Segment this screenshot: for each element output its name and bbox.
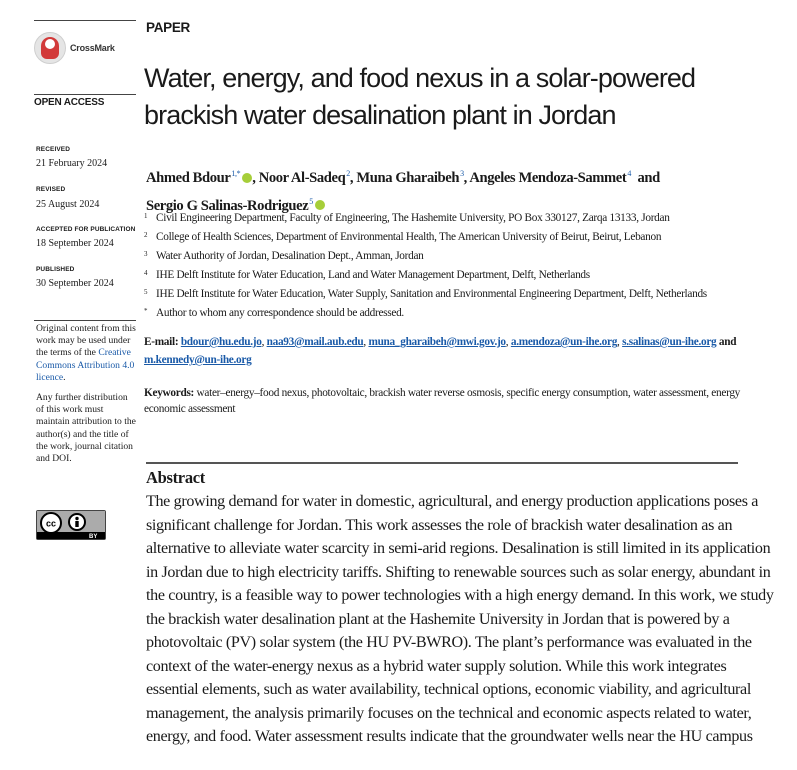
email-link[interactable]: a.mendoza@un-ihe.org — [510, 336, 618, 348]
crossmark-icon — [34, 32, 66, 64]
author-name: Angeles Mendoza-Sammet — [469, 169, 627, 186]
top-rule — [34, 20, 136, 21]
paper-title: Water, energy, and food nexus in a solar-powered brackish water desalination plant in Jordan — [144, 63, 696, 130]
email-link[interactable]: bdour@hu.edu.jo — [180, 336, 262, 348]
affiliation-item: 1 Civil Engineering Department, Faculty of Engineering, The Hashemite University, PO Box 330127, Zarqa 13133, Jordan — [144, 212, 670, 224]
correspondence-note: * Author to whom any correspondence should be addressed. — [144, 307, 404, 319]
cc-text: cc — [45, 518, 57, 529]
email-conjunction: and — [718, 336, 737, 348]
keywords-label: Keywords: — [144, 387, 195, 399]
accepted-date: 18 September 2024 — [36, 238, 114, 249]
email-link[interactable]: m.kennedy@un-ihe.org — [144, 354, 252, 366]
abstract-body: The growing demand for water in domestic, agricultural, and energy production applications poses a significant challenge for Jordan. This work assesses the role of brackish water desalination as an alternative to alleviate water scarcity in semi-arid regions. Desalination is still limited in its application in Jordan due to high electricity tariffs. Shifting to renewable sources such as solar energy, abundant in the country, is a feasible way to power technologies with a high energy demand. In this work, we study the brackish water desalination plant at the Hashemite University in Jordan that is powered by a photovoltaic (PV) solar system (the HU PV-BWRO). The plant’s performance was evaluated in the context of the water-energy nexus as a hybrid water supply solution. While this work integrates essential elements, such as water availability, technical options, economic viability, and agricultural management, the analysis primarily focuses on the technical and economic aspects related to water, energy, and food. Water assessment results indicate that the groundwater wells near the HU campus — [146, 493, 774, 745]
published-label: PUBLISHED — [36, 266, 75, 273]
license-rule — [34, 320, 136, 321]
cc-by-icon[interactable] — [36, 510, 106, 540]
email-block: E-mail: bdour@hu.edu.jo, naa93@mail.aub.edu, muna_gharaibeh@mwi.gov.jo, a.mendoza@un-ihe.org, s.salinas@un-ihe.org and m.kennedy@un-ihe.org — [144, 336, 737, 366]
author-affiliation-ref: 1,* — [231, 169, 241, 178]
cc-license-link[interactable]: Creative Commons Attribution 4.0 licence — [36, 347, 135, 383]
orcid-icon[interactable] — [315, 200, 325, 210]
received-date: 21 February 2024 — [36, 158, 108, 169]
keywords-text: water–energy–food nexus, photovoltaic, brackish water reverse osmosis, specific energy consumption, water assessment, energy economic assessment — [144, 387, 741, 415]
email-link[interactable]: naa93@mail.aub.edu — [266, 336, 364, 348]
author-list: Ahmed Bdour$^{1,*}$ , Noor Al-Sadeq$^2$, Muna Gharaibeh$^3$, Angeles Mendoza-Sammet$^4$ and Sergio G Salinas-Rodriguez$^5$ — [146, 169, 660, 214]
by-text: BY — [89, 534, 98, 539]
affiliation-item: 3 Water Authority of Jordan, Desalination Dept., Amman, Jordan — [144, 250, 424, 262]
received-label: RECEIVED — [36, 146, 71, 153]
affiliation-item: 5 IHE Delft Institute for Water Education, Water Supply, Sanitation and Environmental Engineering Department, Delft, Netherlands — [144, 288, 707, 300]
email-link[interactable]: s.salinas@un-ihe.org — [622, 336, 717, 348]
keywords-block — [144, 385, 764, 417]
distribution-paragraph: Any further distribution of this work must maintain attribution to the author(s) and the title of the work, journal citation and DOI. — [36, 392, 136, 465]
author-affiliation-ref: 2 — [346, 169, 350, 178]
crossmark-label: CrossMark — [70, 43, 115, 53]
author-name: Sergio G Salinas-Rodriguez — [146, 197, 309, 214]
section-label: PAPER — [146, 20, 191, 35]
author-affiliation-ref: 5 — [309, 196, 313, 206]
revised-label: REVISED — [36, 186, 66, 193]
revised-date: 25 August 2024 — [36, 199, 100, 210]
accepted-label: ACCEPTED FOR PUBLICATION — [36, 226, 136, 233]
license-paragraph: Original content from this work may be used under the terms of the Creative Commons Attribution 4.0 licence. — [36, 323, 136, 383]
author-affiliation-ref: 3 — [460, 169, 464, 178]
author-name: Noor Al-Sadeq — [258, 169, 346, 186]
license-notice — [36, 323, 136, 465]
abstract-rule — [146, 462, 738, 464]
open-access-label: OPEN ACCESS — [34, 97, 105, 108]
open-access-rule — [34, 94, 136, 95]
author-name: Ahmed Bdour — [146, 169, 231, 186]
abstract-heading: Abstract — [146, 468, 205, 487]
author-affiliation-ref: 4 — [627, 169, 631, 178]
crossmark-badge[interactable] — [34, 28, 136, 68]
email-link[interactable]: muna_gharaibeh@mwi.gov.jo — [368, 336, 506, 348]
affiliation-item: 2 College of Health Sciences, Department of Environmental Health, The American University of Beirut, Beirut, Lebanon — [144, 231, 662, 243]
orcid-icon[interactable] — [242, 173, 252, 183]
email-label: E-mail: — [144, 336, 179, 348]
author-conjunction: and — [637, 169, 660, 186]
affiliation-item: 4 IHE Delft Institute for Water Education, Land and Water Management Department, Delft, Netherlands — [144, 269, 590, 281]
author-name: Muna Gharaibeh — [356, 169, 460, 186]
published-date: 30 September 2024 — [36, 278, 114, 289]
